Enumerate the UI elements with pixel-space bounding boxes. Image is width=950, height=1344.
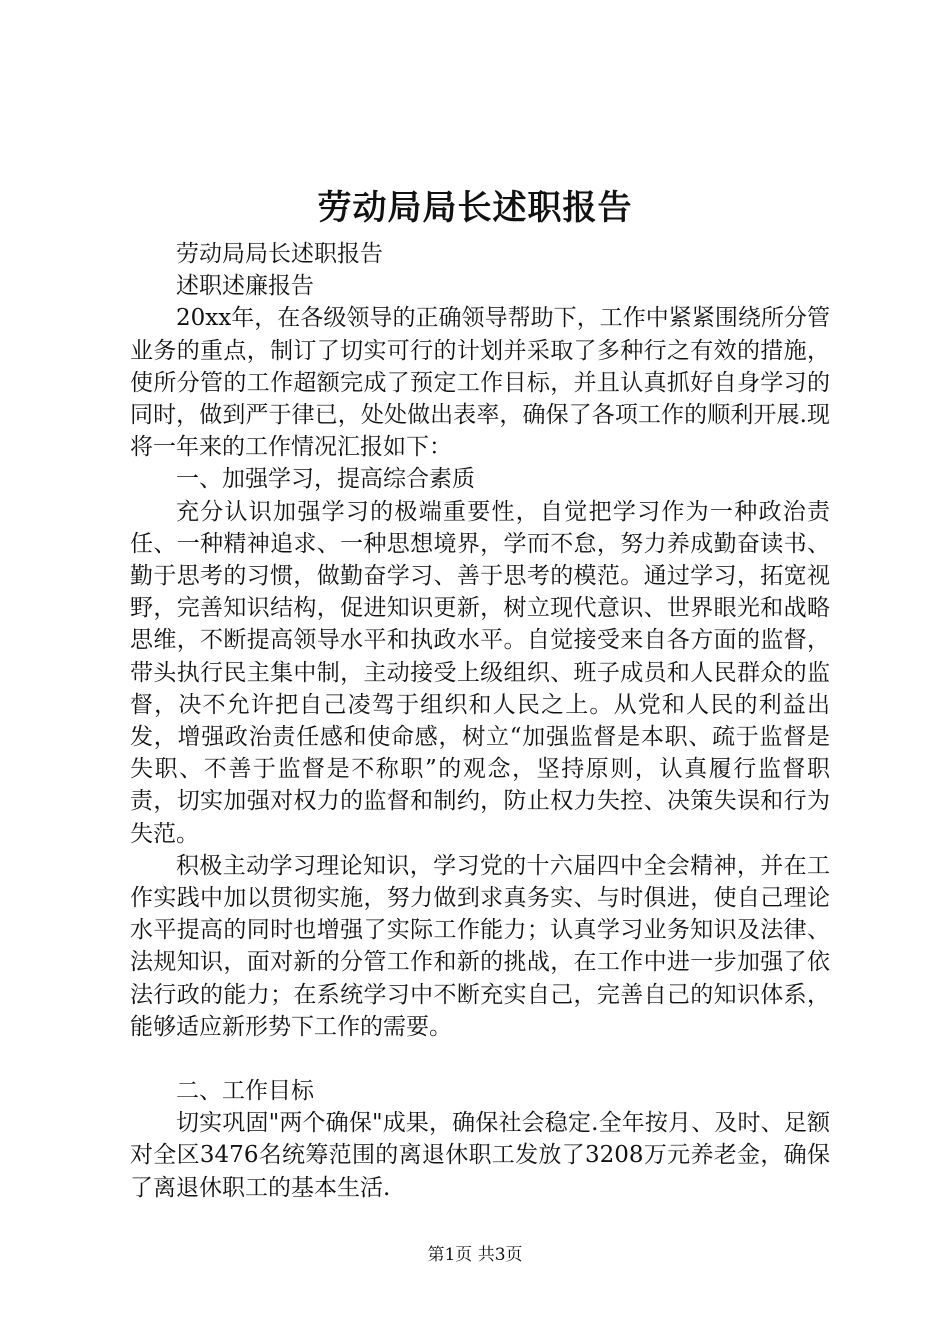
document-title: 劳动局局长述职报告 — [317, 188, 633, 228]
document-body — [130, 238, 830, 1204]
paragraph-intro: 20xx年，在各级领导的正确领导帮助下，工作中紧紧围绕所分管业务的重点，制订了切实可行的计划并采取了多种行之有效的措施，使所分管的工作超额完成了预定工作目标，并且认真抓好自身学习的同时，做到严于律已，处处做出表率，确保了各项工作的顺利开展.现将一年来的工作情况汇报如下： — [130, 305, 830, 461]
paragraph-report-name: 劳动局局长述职报告 — [176, 241, 383, 267]
paragraph-theory-study: 积极主动学习理论知识，学习党的十六届四中全会精神，并在工作实践中加以贯彻实施，努力做到求真务实、与时俱进，使自己理论水平提高的同时也增强了实际工作能力；认真学习业务知识及法律、法规知识，面对新的分管工作和新的挑战，在工作中进一步加强了依法行政的能力；在系统学习中不断充实自己，完善自己的知识体系，能够适应新形势下工作的需要。 — [130, 852, 830, 1040]
paragraph-study-importance: 充分认识加强学习的极端重要性，自觉把学习作为一种政治责任、一种精神追求、一种思想境界，学而不怠，努力养成勤奋读书、勤于思考的习惯，做勤奋学习、善于思考的模范。通过学习，拓宽视野，完善知识结构，促进知识更新，树立现代意识、世界眼光和战略思维，不断提高领导水平和执政水平。自觉接受来自各方面的监督，带头执行民主集中制，主动接受上级组织、班子成员和人民群众的监督，决不允许把自己凌驾于组织和人民之上。从党和人民的利益出发，增强政治责任感和使命感，树立“加强监督是本职、疏于监督是失职、不善于监督是不称职”的观念，坚持原则，认真履行监督职责，切实加强对权力的监督和制约，防止权力失控、决策失误和行为失范。 — [130, 498, 830, 847]
paragraph-work-goals: 切实巩固"两个确保"成果，确保社会稳定.全年按月、及时、足额对全区3476名统筹范围的离退休职工发放了3208万元养老金，确保了离退休职工的基本生活. — [130, 1110, 830, 1201]
page-indicator: 第1页 共3页 — [427, 1245, 523, 1265]
section-heading-1: 一、加强学习，提高综合素质 — [176, 466, 475, 493]
section-heading-2: 二、工作目标 — [176, 1078, 314, 1105]
paragraph-report-subtitle: 述职述廉报告 — [176, 273, 314, 300]
